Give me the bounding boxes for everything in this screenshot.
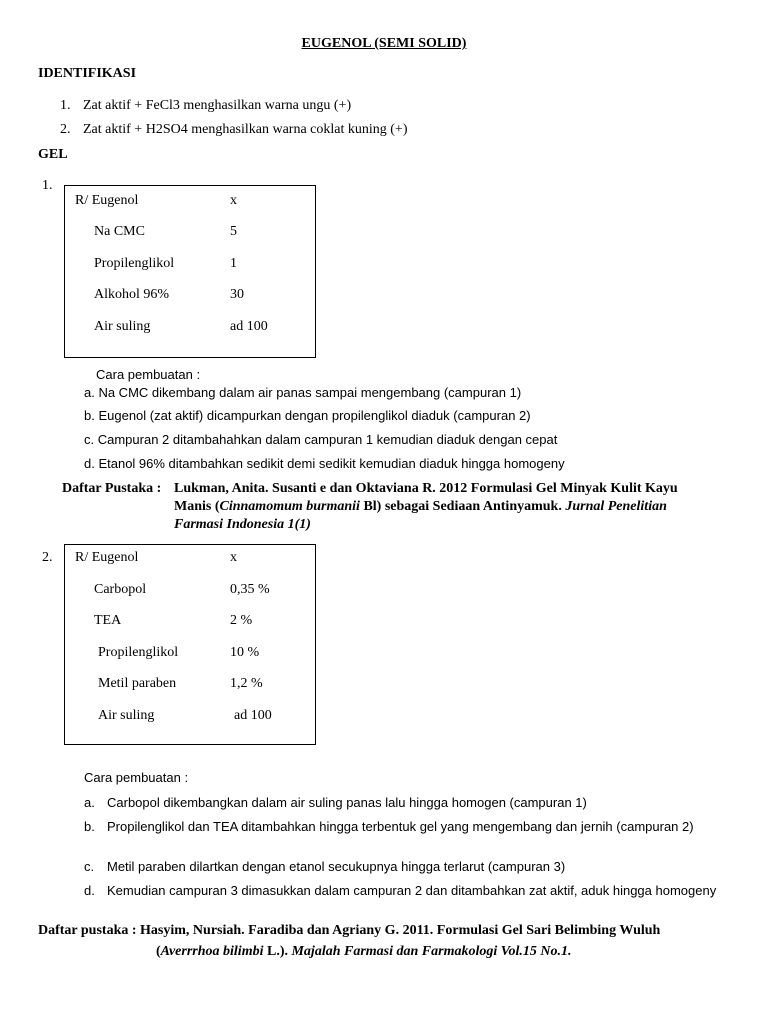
pustaka-text: ( <box>156 944 161 959</box>
formula2-row-value: 1,2 % <box>230 676 263 691</box>
formula2-number: 2. <box>42 550 53 565</box>
formula1-row-value: ad 100 <box>230 319 268 334</box>
formula2-step: Metil paraben dilartkan dengan etanol secukupnya hingga terlarut (campuran 3) <box>107 859 566 874</box>
formula1-pustaka-label: Daftar Pustaka : <box>62 481 162 496</box>
formula1-row-name: R/ Eugenol <box>75 193 139 208</box>
formula2-step-letter: b. <box>84 819 95 834</box>
formula1-pustaka-line3: Farmasi Indonesia 1(1) <box>174 517 311 532</box>
gel-heading: GEL <box>38 147 68 162</box>
formula2-step: Propilenglikol dan TEA ditambahkan hingga terbentuk gel yang mengembang dan jernih (campuran 2) <box>107 819 694 834</box>
identifikasi-num-1: 1. <box>60 98 71 113</box>
pustaka-label: Daftar pustaka : <box>38 923 137 938</box>
formula1-row-value: 1 <box>230 256 237 271</box>
formula1-step: a. Na CMC dikembang dalam air panas sampai mengembang (campuran 1) <box>84 385 522 400</box>
formula1-step: b. Eugenol (zat aktif) dicampurkan dengan propilenglikol diaduk (campuran 2) <box>84 408 531 423</box>
formula2-step-letter: d. <box>84 883 95 898</box>
formula2-row-value: x <box>230 550 237 565</box>
pustaka-species: Cinnamomum burmanii <box>219 499 360 514</box>
formula2-pustaka-line2 <box>156 944 572 960</box>
formula2-row-value: ad 100 <box>234 708 272 723</box>
formula1-row-name: Na CMC <box>94 224 145 239</box>
formula2-row-name: Propilenglikol <box>98 645 179 660</box>
formula1-row-name: Air suling <box>94 319 151 334</box>
formula1-pustaka-line1: Lukman, Anita. Susanti e dan Oktaviana R. 2012 Formulasi Gel Minyak Kulit Kayu <box>174 481 678 496</box>
formula2-row-name: TEA <box>94 613 122 628</box>
pustaka-text: Bl) sebagai Sediaan Antinyamuk. <box>359 499 566 514</box>
pustaka-text: Hasyim, Nursiah. Faradiba dan Agriany G. 2011. Formulasi Gel Sari Belimbing Wuluh <box>140 923 661 938</box>
formula2-row-name: Air suling <box>98 708 155 723</box>
formula2-pustaka-line1 <box>38 923 660 939</box>
page-title: EUGENOL (SEMI SOLID) <box>301 36 467 51</box>
formula1-step: d. Etanol 96% ditambahkan sedikit demi sedikit kemudian diaduk hingga homogeny <box>84 456 565 471</box>
formula1-cara-label: Cara pembuatan : <box>96 367 201 382</box>
formula1-step: c. Campuran 2 ditambahahkan dalam campuran 1 kemudian diaduk dengan cepat <box>84 432 558 447</box>
formula1-number: 1. <box>42 178 53 193</box>
pustaka-journal: Majalah Farmasi dan Farmakologi Vol.15 No.1. <box>291 944 572 959</box>
formula1-row-value: 30 <box>230 287 244 302</box>
formula1-pustaka-line2 <box>174 499 667 515</box>
identifikasi-heading: IDENTIFIKASI <box>38 66 137 81</box>
pustaka-journal: Jurnal Penelitian <box>565 499 667 514</box>
pustaka-text: Manis ( <box>174 499 220 514</box>
formula2-row-value: 2 % <box>230 613 253 628</box>
formula2-step: Carbopol dikembangkan dalam air suling panas lalu hingga homogen (campuran 1) <box>107 795 587 810</box>
identifikasi-item-2: Zat aktif + H2SO4 menghasilkan warna coklat kuning (+) <box>83 122 408 137</box>
identifikasi-item-1: Zat aktif + FeCl3 menghasilkan warna ungu (+) <box>83 98 352 113</box>
formula2-step-letter: c. <box>84 859 95 874</box>
formula2-row-name: R/ Eugenol <box>75 550 139 565</box>
formula2-row-value: 10 % <box>230 645 260 660</box>
formula2-cara-label: Cara pembuatan : <box>84 770 189 785</box>
formula1-row-name: Alkohol 96% <box>94 287 170 302</box>
formula2-row-name: Metil paraben <box>98 676 177 691</box>
formula1-row-name: Propilenglikol <box>94 256 175 271</box>
pustaka-text: L.). <box>263 944 292 959</box>
formula2-row-value: 0,35 % <box>230 582 270 597</box>
formula1-row-value: x <box>230 193 237 208</box>
formula1-row-value: 5 <box>230 224 237 239</box>
identifikasi-num-2: 2. <box>60 122 71 137</box>
pustaka-species: Averrrhoa bilimbi <box>160 944 264 959</box>
formula2-step-letter: a. <box>84 795 95 810</box>
formula2-row-name: Carbopol <box>94 582 147 597</box>
formula2-step: Kemudian campuran 3 dimasukkan dalam campuran 2 dan ditambahkan zat aktif, aduk hingga homogeny <box>107 883 717 898</box>
